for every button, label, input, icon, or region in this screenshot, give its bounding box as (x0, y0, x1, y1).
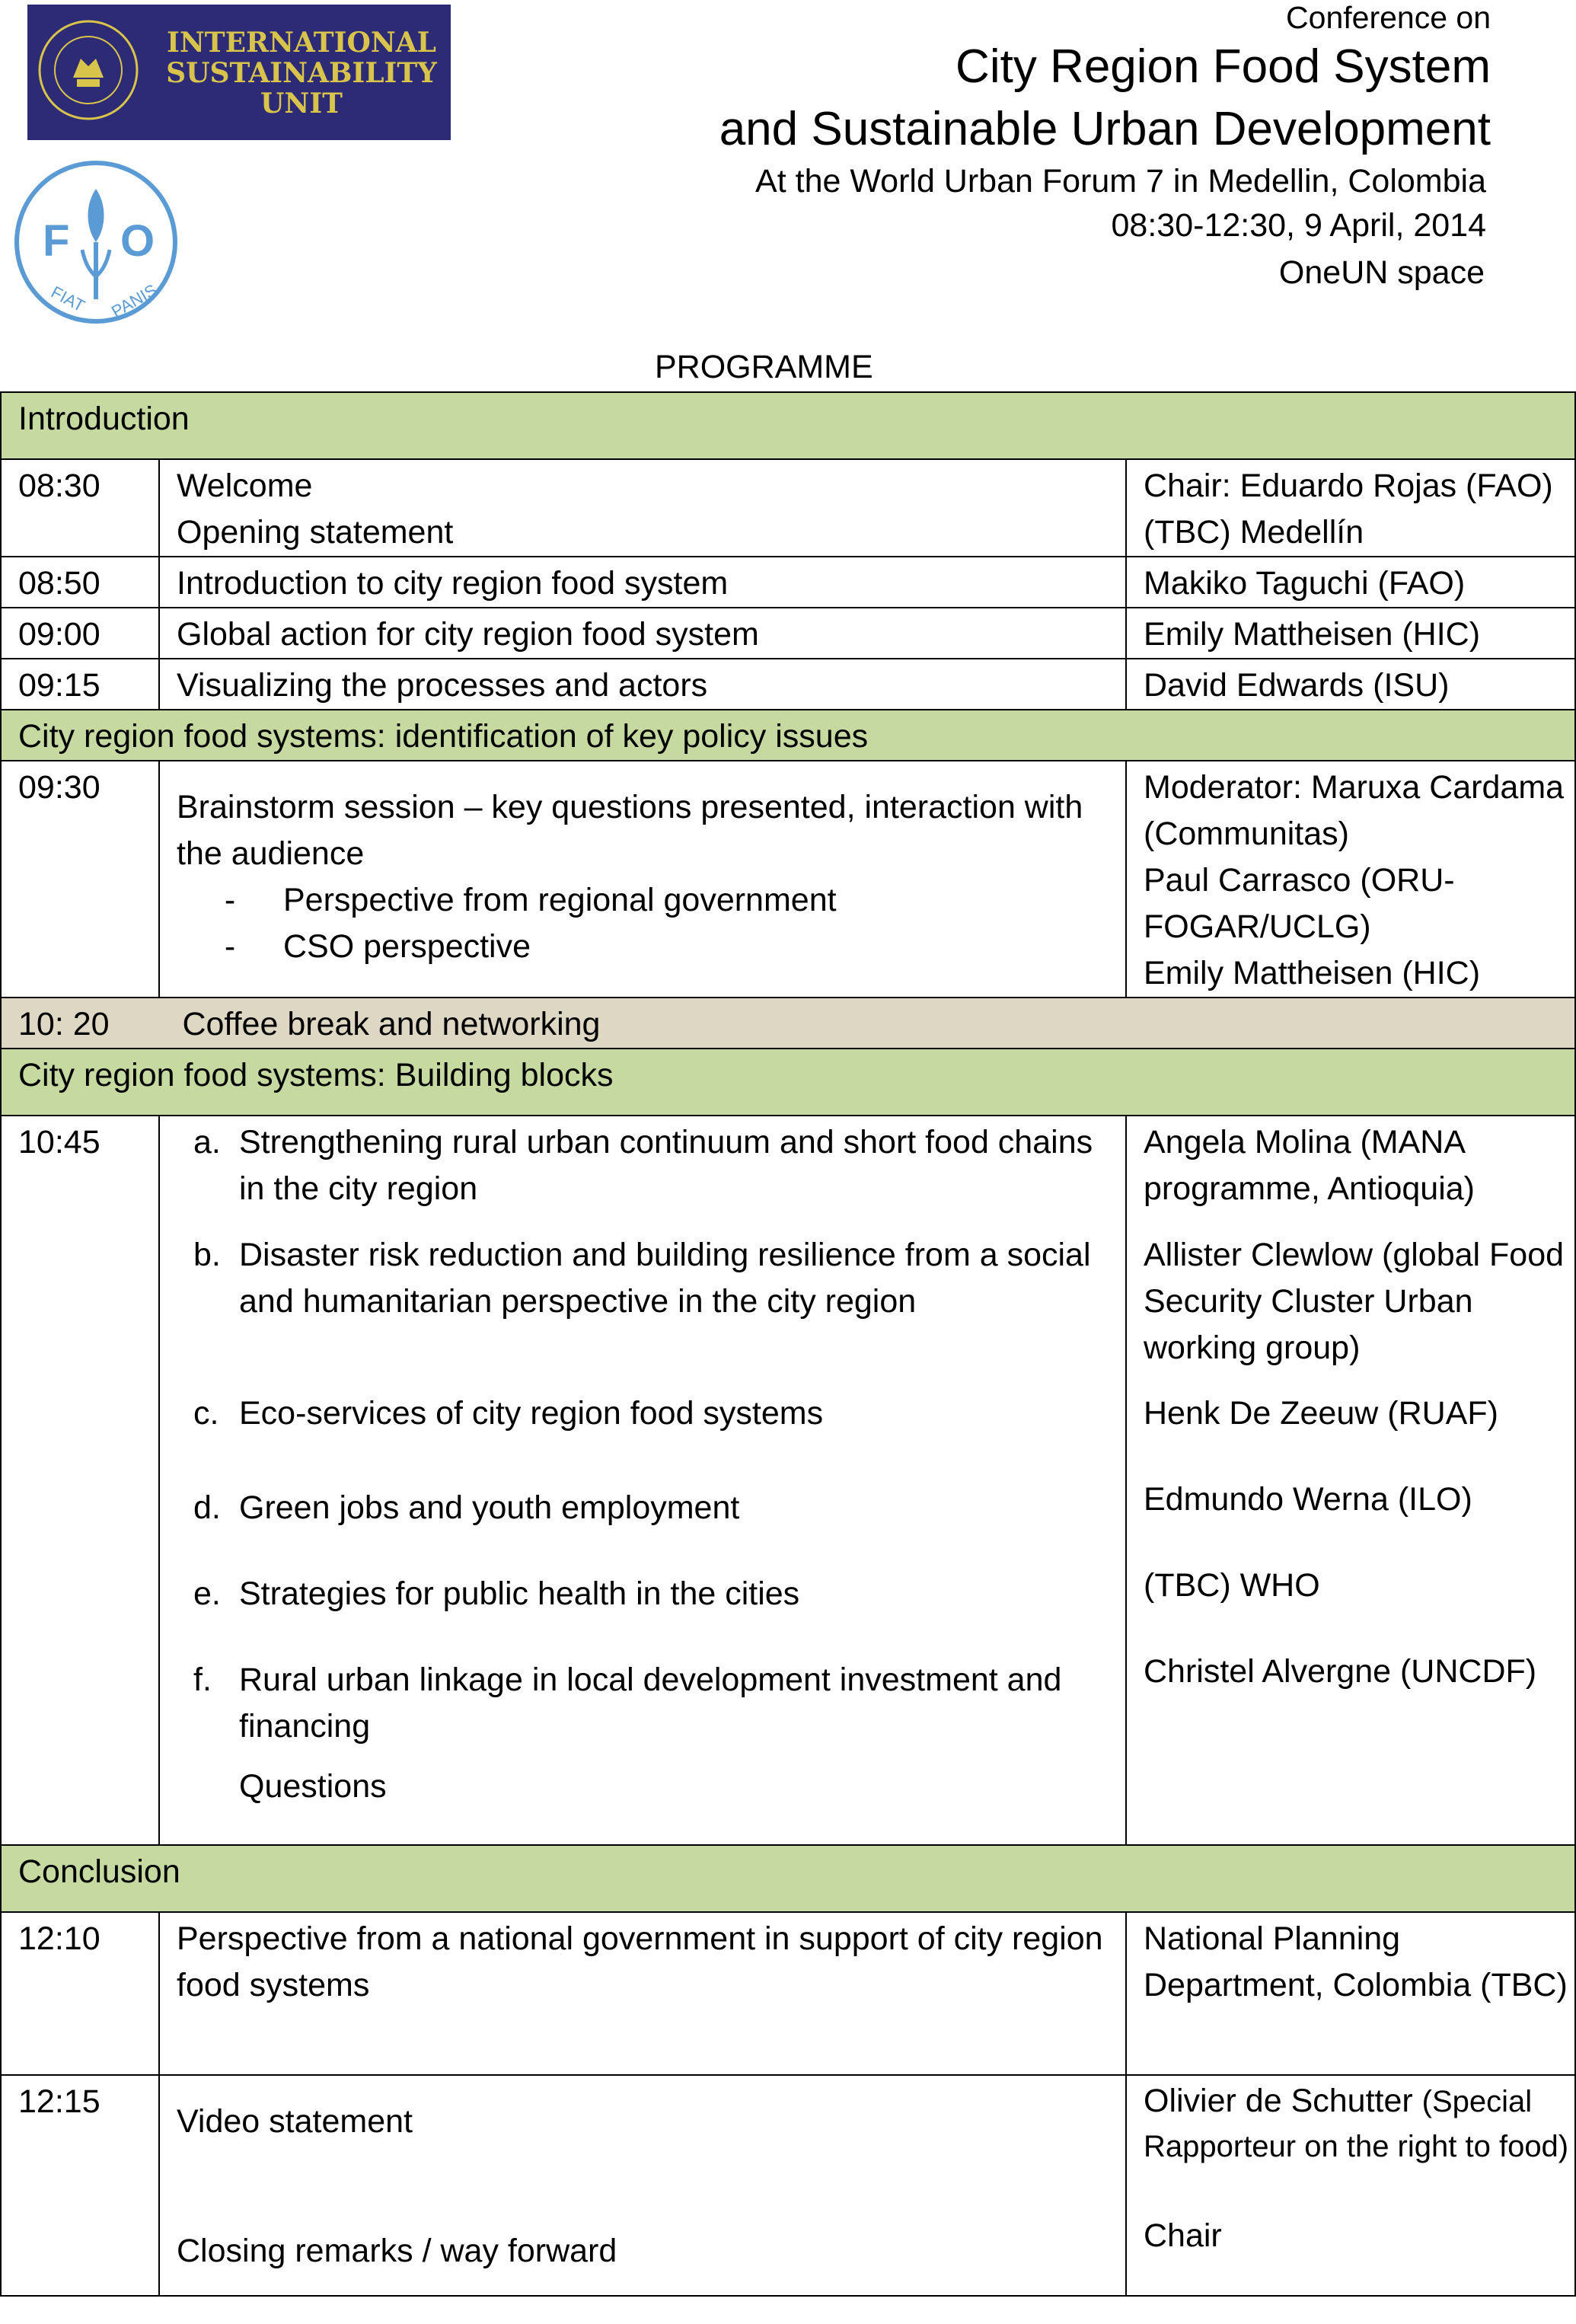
speaker-text (1144, 2079, 1574, 2213)
table-row (1, 2075, 1575, 2296)
speaker-text: Allister Clewlow (global Food Security Cluster Urban working group) (1144, 1237, 1565, 1366)
bullet-item (177, 924, 1125, 970)
item-text: Disaster risk reduction and building resilience from a social and humanitarian perspective in the city region (239, 1237, 1091, 1320)
time-cell: 09:30 (1, 761, 159, 998)
list-item (193, 1571, 1125, 1657)
session-text: Closing remarks / way forward (177, 2233, 617, 2269)
bullet-item (177, 877, 1125, 924)
coffee-break-row (1, 998, 1575, 1049)
isu-line-1: INTERNATIONAL (167, 27, 436, 59)
speaker-text: Emily Mattheisen (HIC) (1144, 955, 1481, 991)
dash-bullet-icon: - (224, 882, 236, 918)
session-text: Opening statement (177, 514, 454, 551)
isu-logo (27, 5, 451, 140)
item-label: f. (193, 1662, 212, 1698)
speaker-cell (1126, 459, 1575, 557)
speaker-text: Chair: Eduardo Rojas (FAO) (1144, 468, 1553, 504)
speaker-cell: Emily Mattheisen (HIC) (1126, 608, 1575, 659)
item-text: Green jobs and youth employment (239, 1489, 740, 1526)
list-item (193, 1232, 1125, 1390)
section-title: City region food systems: identification of key policy issues (1, 710, 1575, 761)
speaker-text: (TBC) WHO (1144, 1567, 1320, 1604)
session-text: Welcome (177, 468, 313, 504)
time-cell: 09:15 (1, 659, 159, 710)
session-cell (159, 1116, 1126, 1845)
table-row (1, 1116, 1575, 1845)
speaker-cell: National Planning Department, Colombia (TBC) (1126, 1912, 1575, 2075)
svg-text:FIAT: FIAT (48, 282, 88, 316)
conference-venue: At the World Urban Forum 7 in Medellin, Colombia (755, 163, 1486, 200)
svg-text:O: O (120, 216, 155, 266)
svg-text:PANIS: PANIS (107, 280, 161, 321)
programme-heading: PROGRAMME (655, 349, 873, 385)
item-text: Strategies for public health in the cities (239, 1575, 800, 1612)
table-row (1, 557, 1575, 608)
time-cell: 10:45 (1, 1116, 159, 1845)
item-label: c. (193, 1395, 219, 1432)
session-cell: Perspective from a national government in support of city region food systems (159, 1912, 1126, 2075)
speaker-text: Angela Molina (MANA programme, Antioquia) (1144, 1124, 1475, 1207)
speaker-cell (1126, 761, 1575, 998)
section-row-policy-issues (1, 710, 1575, 761)
item-label: e. (193, 1575, 221, 1612)
session-cell: Global action for city region food system (159, 608, 1126, 659)
conference-datetime: 08:30-12:30, 9 April, 2014 (1111, 207, 1486, 244)
time-cell: 12:15 (1, 2075, 159, 2296)
princes-charities-seal-icon (35, 17, 142, 123)
section-row-conclusion (1, 1845, 1575, 1912)
speaker-cell: David Edwards (ISU) (1126, 659, 1575, 710)
speaker-text: Edmundo Werna (ILO) (1144, 1481, 1472, 1518)
table-row (1, 761, 1575, 998)
speaker-text: (TBC) Medellín (1144, 514, 1364, 551)
session-cell (159, 2075, 1126, 2296)
isu-line-3: UNIT (260, 88, 343, 120)
time-cell: 09:00 (1, 608, 159, 659)
table-row (1, 1912, 1575, 2075)
fao-logo-icon (12, 158, 180, 326)
session-text: Video statement (177, 2103, 413, 2140)
table-row (1, 608, 1575, 659)
programme-table (0, 391, 1576, 2297)
table-row (1, 459, 1575, 557)
time-cell: 08:30 (1, 459, 159, 557)
session-cell (159, 761, 1126, 998)
conference-title-line-1: City Region Food System (955, 40, 1491, 93)
item-label: d. (193, 1489, 221, 1526)
table-row (1, 659, 1575, 710)
item-label: a. (193, 1124, 221, 1160)
speaker-text: Henk De Zeeuw (RUAF) (1144, 1395, 1498, 1432)
list-item (193, 1119, 1125, 1232)
svg-text:F: F (43, 216, 70, 266)
conference-title-line-2: and Sustainable Urban Development (719, 103, 1491, 155)
section-title: Conclusion (1, 1845, 1575, 1912)
time-cell: 08:50 (1, 557, 159, 608)
speaker-cell (1126, 1116, 1575, 1845)
list-item (193, 1390, 1125, 1485)
conference-space: OneUN space (1278, 254, 1485, 291)
session-cell: Introduction to city region food system (159, 557, 1126, 608)
speaker-text: Paul Carrasco (ORU-FOGAR/UCLG) (1144, 862, 1455, 945)
section-row-building-blocks (1, 1049, 1575, 1116)
coffee-break-cell (1, 998, 1575, 1049)
conference-pretitle: Conference on (1286, 0, 1491, 35)
bullet-text: CSO perspective (283, 928, 531, 965)
speaker-text: Moderator: Maruxa Cardama (Communitas) (1144, 769, 1565, 852)
speaker-name: Olivier de Schutter (1144, 2083, 1422, 2119)
speaker-text: Christel Alvergne (UNCDF) (1144, 1653, 1537, 1690)
list-item (193, 1657, 1125, 1764)
isu-line-2: SUSTAINABILITY (166, 57, 437, 89)
speaker-text: Chair (1144, 2217, 1222, 2254)
coffee-text: Coffee break and networking (182, 1006, 601, 1042)
item-text: Eco-services of city region food systems (239, 1395, 824, 1432)
item-label: b. (193, 1237, 221, 1273)
session-cell: Visualizing the processes and actors (159, 659, 1126, 710)
section-row-introduction (1, 392, 1575, 459)
session-text: Brainstorm session – key questions presented, interaction with the audience (177, 789, 1083, 872)
speaker-cell (1126, 2075, 1575, 2296)
questions-text: Questions (239, 1768, 387, 1805)
section-title: City region food systems: Building blocks (1, 1049, 1575, 1116)
dash-bullet-icon: - (224, 928, 236, 965)
item-text: Strengthening rural urban continuum and short food chains in the city region (239, 1124, 1093, 1207)
coffee-time: 10: 20 (18, 1006, 110, 1042)
time-cell: 12:10 (1, 1912, 159, 2075)
session-cell (159, 459, 1126, 557)
item-text: Rural urban linkage in local development investment and financing (239, 1662, 1062, 1745)
speaker-cell: Makiko Taguchi (FAO) (1126, 557, 1575, 608)
speaker-role: (Special Rapporteur on the right to food) (1144, 2085, 1569, 2163)
list-item (193, 1485, 1125, 1571)
list-item (193, 1764, 1125, 1810)
isu-logo-text (157, 27, 446, 119)
section-title: Introduction (1, 392, 1575, 459)
bullet-text: Perspective from regional government (283, 882, 837, 918)
